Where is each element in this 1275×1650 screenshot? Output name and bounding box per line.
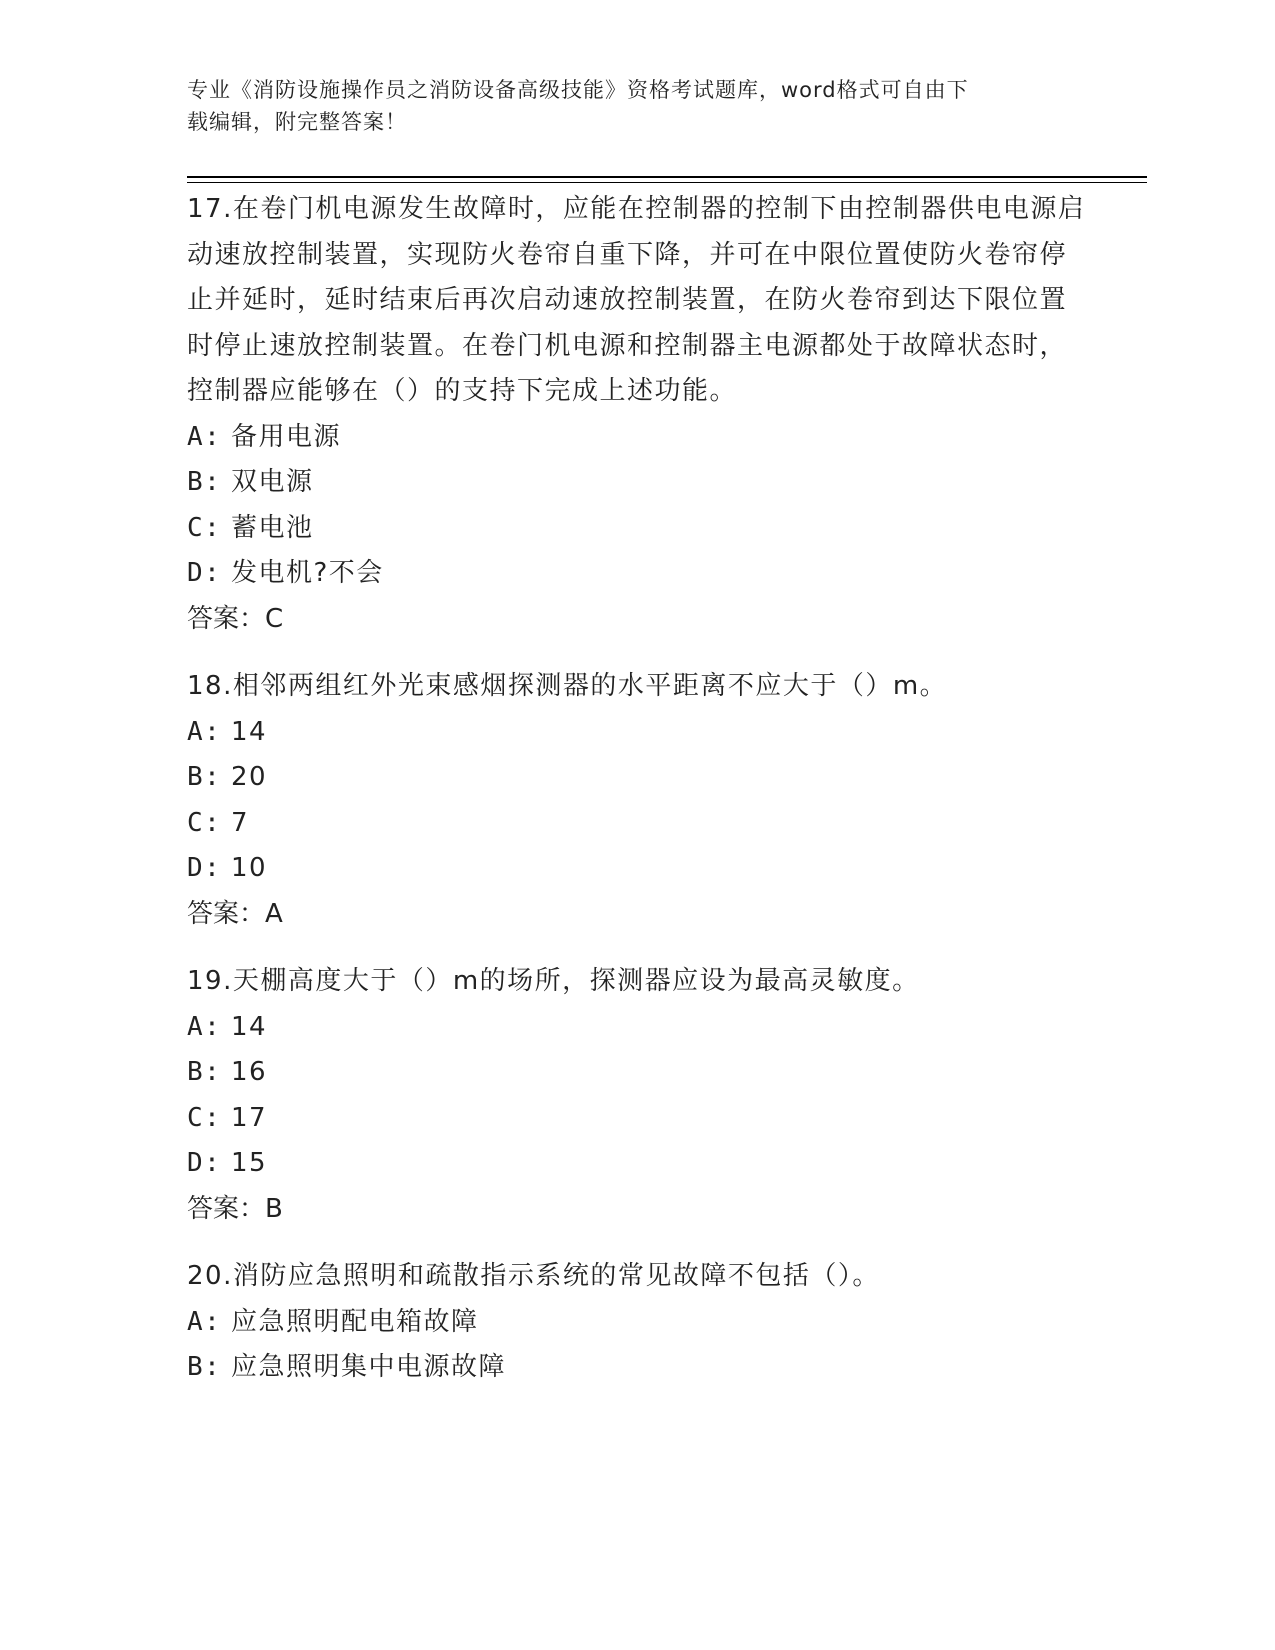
option-text: 发电机?不会 <box>231 558 384 588</box>
option-d <box>187 551 1087 597</box>
answer-line: 答案：A <box>187 898 283 929</box>
option-a <box>187 1005 1087 1051</box>
option-letter: B: <box>187 762 222 792</box>
option-letter: D: <box>187 853 222 883</box>
header-divider-thick <box>187 176 1147 178</box>
option-letter: D: <box>187 558 222 588</box>
option-letter: D: <box>187 1148 222 1178</box>
question-17 <box>187 187 1087 642</box>
option-c <box>187 1096 1087 1142</box>
option-text: 10 <box>231 853 268 883</box>
option-text: 蓄电池 <box>231 512 314 543</box>
option-b <box>187 755 1087 801</box>
option-letter: A: <box>187 1306 222 1337</box>
option-letter: B: <box>187 467 222 497</box>
option-b <box>187 1050 1087 1096</box>
option-text: 14 <box>231 716 268 747</box>
option-letter: A: <box>187 1011 222 1042</box>
answer-line: 答案：B <box>187 1193 283 1224</box>
option-b <box>187 1345 1087 1391</box>
option-text: 备用电源 <box>231 421 342 452</box>
option-text: 应急照明集中电源故障 <box>231 1352 507 1382</box>
question-list <box>187 187 1087 1413</box>
option-b <box>187 460 1087 506</box>
option-letter: A: <box>187 716 222 747</box>
option-text: 双电源 <box>231 467 314 497</box>
header-line-1: 专业《消防设施操作员之消防设备高级技能》资格考试题库，word格式可自由下 <box>187 78 969 102</box>
header-divider-thin <box>187 182 1147 183</box>
header-line-2: 载编辑，附完整答案！ <box>187 110 407 134</box>
option-text: 14 <box>231 1011 268 1042</box>
question-stem: 20.消防应急照明和疏散指示系统的常见故障不包括（）。 <box>187 1261 880 1291</box>
option-letter: B: <box>187 1352 222 1382</box>
option-letter: C: <box>187 512 222 543</box>
option-letter: B: <box>187 1057 222 1087</box>
question-20 <box>187 1254 1087 1391</box>
option-letter: C: <box>187 807 222 838</box>
option-text: 15 <box>231 1148 268 1178</box>
option-text: 17 <box>231 1102 268 1133</box>
option-letter: C: <box>187 1102 222 1133</box>
option-a <box>187 1300 1087 1346</box>
option-text: 应急照明配电箱故障 <box>231 1306 479 1337</box>
question-stem: 19.天棚高度大于（）m的场所，探测器应设为最高灵敏度。 <box>187 966 920 996</box>
option-text: 20 <box>231 762 268 792</box>
question-19 <box>187 959 1087 1232</box>
option-c <box>187 506 1087 552</box>
option-text: 16 <box>231 1057 268 1087</box>
question-18 <box>187 664 1087 937</box>
option-d <box>187 1141 1087 1187</box>
option-letter: A: <box>187 421 222 452</box>
document-header <box>187 74 1067 138</box>
option-a <box>187 710 1087 756</box>
option-d <box>187 846 1087 892</box>
answer-line: 答案：C <box>187 603 284 634</box>
option-a <box>187 415 1087 461</box>
option-text: 7 <box>231 807 250 838</box>
option-c <box>187 801 1087 847</box>
question-stem: 17.在卷门机电源发生故障时，应能在控制器的控制下由控制器供电电源启动速放控制装置，实现防火卷帘自重下降，并可在中限位置使防火卷帘停止并延时，延时结束后再次启动速放控制装置，在防火卷帘到达下限位置时停止速放控制装置。在卷门机电源和控制器主电源都处于故障状态时，控制器应能够在（）的支持下完成上述功能。 <box>187 194 1086 406</box>
question-stem: 18.相邻两组红外光束感烟探测器的水平距离不应大于（）m。 <box>187 671 948 701</box>
